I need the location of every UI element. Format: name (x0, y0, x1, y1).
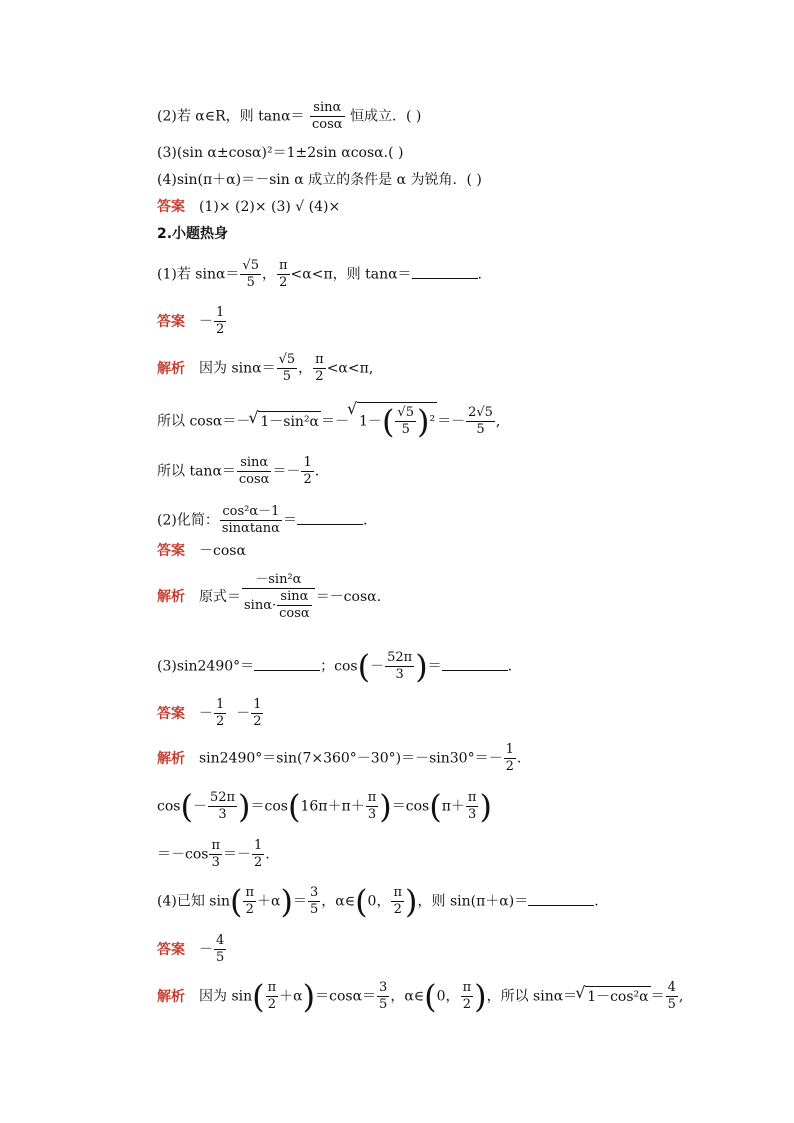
answer-blank (412, 266, 478, 279)
p2-answer: 答案 －cosα (157, 543, 246, 559)
p1-analysis-3: 所以 tanα＝ $\frac{\sin\alpha}{\cos\alpha}$ ＝－ $\frac{1}{2}$ . (157, 455, 320, 487)
fraction: $\frac{\pi}{2}$ (315, 352, 324, 384)
answer-text: (1)× (2)× (3) √ (4)× (199, 199, 341, 215)
fraction: $\frac{1}{2}$ (216, 697, 225, 729)
problem-2: (2)化简： $\frac{\text{cos²α－1}}{\sin\alpha\tan\alpha}$ ＝ . (157, 504, 368, 536)
p3-analysis-1: 解析 sin2490°＝sin(7×360°－30°)＝－sin30°＝－ $\frac{1}{2}$ . (157, 742, 522, 774)
problem-4: (4)已知 sin( $\frac{\pi}{2}$ ＋α)＝ $\frac{3}{5}$ ，α∈(0， $\frac{\pi}{2}$ )，则 sin(π＋α)＝ . (157, 882, 599, 921)
fraction: $\frac{\pi}{3}$ (467, 790, 477, 822)
fraction: $\frac{1}{2}$ (303, 455, 312, 487)
fraction: $\frac{4}{5}$ (216, 933, 225, 965)
p3-analysis-2: cos(－ $\frac{52\pi}{3}$ )＝cos(16π＋π＋ $\frac{\pi}{3}$ )＝cos(π＋ $\frac{\pi}{3}$ ) (157, 787, 492, 826)
fraction: $\frac{\pi}{2}$ (278, 258, 288, 290)
fraction: $\frac{\sin\alpha}{\cos\alpha}$ (312, 100, 343, 132)
p1-analysis-2: 所以 cosα＝－√ 1－sin²α ＝－√ 1－( $\frac{√5}{5}$ )² ＝－ $\frac{2√5}{5}$ , (157, 402, 500, 438)
fraction: $\frac{1}{2}$ (505, 742, 514, 774)
answer-label: 答案 (157, 705, 185, 722)
analysis-label: 解析 (157, 360, 185, 377)
fraction: $\frac{\text{cos²α－1}}{\sin\alpha\tan\alpha}$ (221, 504, 280, 536)
fraction: $\frac{52\pi}{3}$ (387, 650, 413, 682)
fraction: $\frac{\sin\alpha}{\cos\alpha}$ (279, 589, 310, 621)
p2-analysis: 解析 原式＝ －sin²α sinα· $\frac{\sin\alpha}{\cos\alpha}$ ＝－cosα. (157, 572, 382, 621)
problem-3: (3)sin2490°＝ ；cos(－ $\frac{52\pi}{3}$ )＝ . (157, 647, 513, 686)
fraction: $\frac{√5}{5}$ (242, 258, 259, 290)
answer-label: 答案 (157, 199, 185, 215)
fraction: $\frac{\pi}{2}$ (267, 980, 277, 1012)
answer-label: 答案 (157, 543, 185, 559)
item-3: (3)(sin α±cosα)²＝1±2sin αcosα.( ) (157, 145, 404, 161)
analysis-label: 解析 (157, 750, 185, 767)
answer-blank (297, 512, 363, 525)
answer-label: 答案 (157, 941, 185, 958)
item-2-suffix: 恒成立．( ) (350, 108, 422, 125)
p1-analysis-1: 解析 因为 sinα＝ $\frac{√5}{5}$ ， $\frac{\pi}{2}$ <α<π, (157, 352, 374, 384)
item-2-text: (2)若 α∈R，则 tanα＝ (157, 108, 305, 125)
fraction: $\frac{1}{2}$ (254, 838, 263, 870)
fraction: $\frac{2√5}{5}$ (468, 405, 493, 437)
fraction: $\frac{\pi}{3}$ (367, 790, 377, 822)
fraction: $\frac{1}{2}$ (216, 305, 225, 337)
fraction: $\frac{52\pi}{3}$ (209, 790, 236, 822)
fraction: －sin²α sinα· $\frac{\sin\alpha}{\cos\alpha}$ (242, 572, 315, 622)
answers-line (157, 197, 340, 217)
fraction: $\frac{\pi}{2}$ (245, 885, 254, 917)
fraction: $\frac{3}{5}$ (379, 980, 388, 1012)
item-2 (157, 100, 421, 133)
answer-blank (442, 658, 508, 671)
fraction: $\frac{√5}{5}$ (397, 405, 414, 437)
fraction: $\frac{4}{5}$ (667, 980, 676, 1012)
sqrt: √ 1－cos²α (585, 986, 650, 1007)
fraction: $\frac{3}{5}$ (309, 885, 319, 917)
p1-answer: 答案 － $\frac{1}{2}$ (157, 305, 225, 337)
answer-blank (254, 658, 320, 671)
answer-blank (528, 893, 594, 906)
fraction: $\frac{\sin\alpha}{\cos\alpha}$ (238, 455, 270, 487)
fraction: $\frac{\pi}{3}$ (211, 838, 221, 870)
p3-answer: 答案 － $\frac{1}{2}$ － $\frac{1}{2}$ (157, 697, 262, 729)
sqrt: √ 1－sin²α (258, 411, 321, 432)
p4-analysis: 解析 因为 sin( $\frac{\pi}{2}$ ＋α)＝cosα＝ $\frac{3}{5}$ ，α∈(0， $\frac{\pi}{2}$ )，所以 sinα＝√ 1－cos²α ＝ $\frac{4}{5}$ , (157, 980, 683, 1013)
problem-1: (1)若 sinα＝ $\frac{√5}{5}$ ， $\frac{\pi}{2}$ <α<π，则 tanα＝ . (157, 258, 482, 290)
fraction: $\frac{\pi}{2}$ (393, 885, 403, 917)
p4-answer: 答案 － $\frac{4}{5}$ (157, 933, 225, 965)
item-4: (4)sin(π＋α)＝－sin α 成立的条件是 α 为锐角．( ) (157, 172, 482, 188)
analysis-label: 解析 (157, 988, 185, 1005)
answer-label: 答案 (157, 313, 185, 330)
analysis-label: 解析 (157, 589, 185, 605)
p3-analysis-3: ＝－cos $\frac{\pi}{3}$ ＝－ $\frac{1}{2}$ . (157, 838, 270, 870)
fraction: $\frac{√5}{5}$ (278, 352, 296, 384)
sqrt: √ 1－( $\frac{√5}{5}$ )² (357, 402, 437, 438)
section-2-title (157, 224, 228, 244)
fraction: $\frac{1}{2}$ (253, 697, 262, 729)
fraction: $\frac{\pi}{2}$ (462, 980, 472, 1012)
section-title: 2.小题热身 (157, 226, 229, 242)
